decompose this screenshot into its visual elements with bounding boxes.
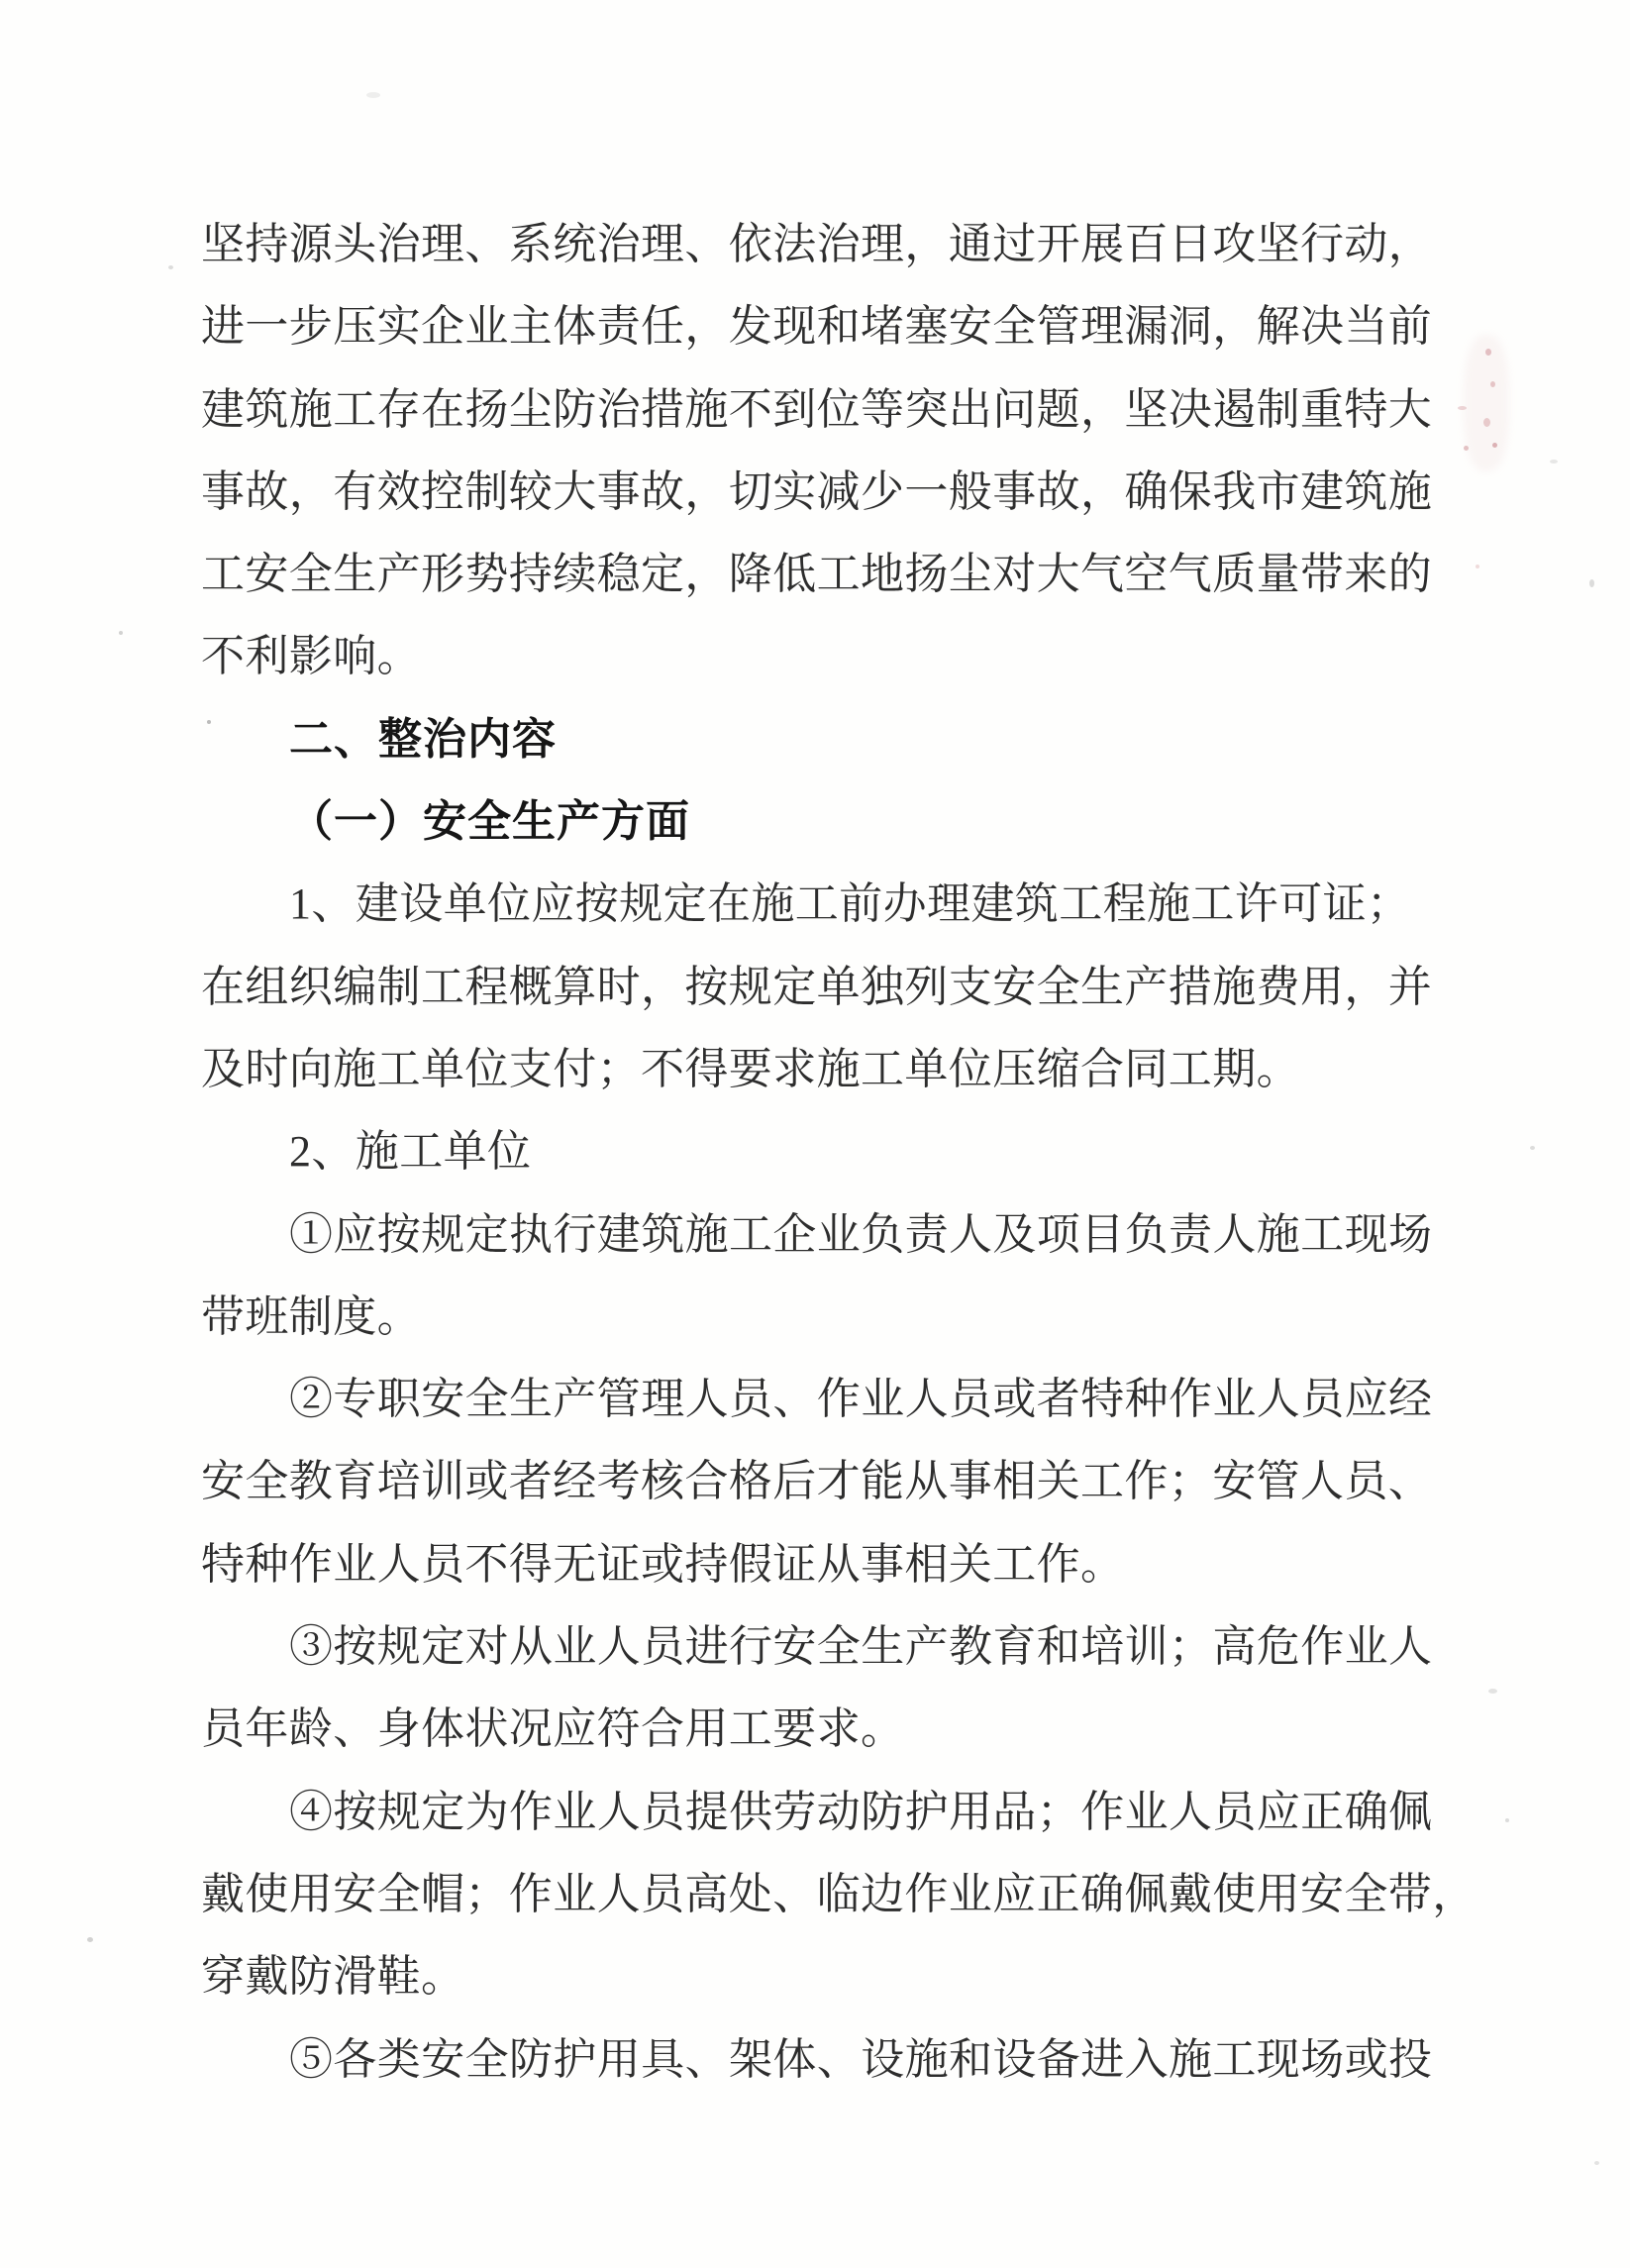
scan-speckle — [1550, 460, 1558, 464]
circled-item-line: ④按规定为作业人员提供劳动防护用品；作业人员应正确佩 — [289, 1787, 1433, 1836]
scan-speckle — [1530, 1146, 1535, 1150]
body-line: 特种作业人员不得无证或持假证从事相关工作。 — [201, 1539, 1125, 1589]
circled-item-line: ⑤各类安全防护用具、架体、设施和设备进入施工现场或投 — [289, 2034, 1433, 2084]
body-line: 安全教育培训或者经考核合格后才能从事相关工作；安管人员、 — [201, 1457, 1433, 1506]
body-line: 工安全生产形势持续稳定，降低工地扬尘对大气空气质量带来的 — [201, 550, 1433, 599]
numbered-item-line: 2、施工单位 — [289, 1127, 532, 1177]
scan-speckle — [87, 1937, 93, 1942]
circled-item-line: ③按规定对从业人员进行安全生产教育和培训；高危作业人 — [289, 1622, 1433, 1672]
numbered-item-line: 1、建设单位应按规定在施工前办理建筑工程施工许可证； — [289, 879, 1411, 929]
circled-item-line: ②专职安全生产管理人员、作业人员或者特种作业人员应经 — [289, 1375, 1433, 1424]
body-line: 不利影响。 — [201, 632, 421, 681]
scan-speckle — [168, 265, 173, 269]
body-line: 进一步压实企业主体责任，发现和堵塞安全管理漏洞，解决当前 — [201, 302, 1433, 352]
body-line: 在组织编制工程概算时，按规定单独列支安全生产措施费用，并 — [201, 962, 1433, 1011]
section-heading: 二、整治内容 — [289, 714, 557, 764]
body-line: 员年龄、身体状况应符合用工要求。 — [201, 1704, 905, 1754]
body-line: 及时向施工单位支付；不得要求施工单位压缩合同工期。 — [201, 1044, 1300, 1093]
body-line: 带班制度。 — [201, 1291, 421, 1341]
document-text-block — [201, 203, 1518, 2101]
subsection-heading: （一）安全生产方面 — [289, 797, 690, 847]
scan-speckle — [366, 92, 380, 98]
body-line: 坚持源头治理、系统治理、依法治理，通过开展百日攻坚行动， — [201, 220, 1433, 268]
body-line: 建筑施工存在扬尘防治措施不到位等突出问题，坚决遏制重特大 — [201, 384, 1433, 434]
body-line: 戴使用安全帽；作业人员高处、临边作业应正确佩戴使用安全带， — [201, 1869, 1477, 1918]
circled-item-line: ①应按规定执行建筑施工企业负责人及项目负责人施工现场 — [289, 1209, 1433, 1259]
scan-speckle — [1594, 2161, 1599, 2165]
scan-speckle — [1589, 579, 1594, 587]
body-line: 穿戴防滑鞋。 — [201, 1952, 465, 2002]
body-line: 事故，有效控制较大事故，切实减少一般事故，确保我市建筑施 — [201, 466, 1433, 516]
scan-speckle — [119, 631, 123, 635]
